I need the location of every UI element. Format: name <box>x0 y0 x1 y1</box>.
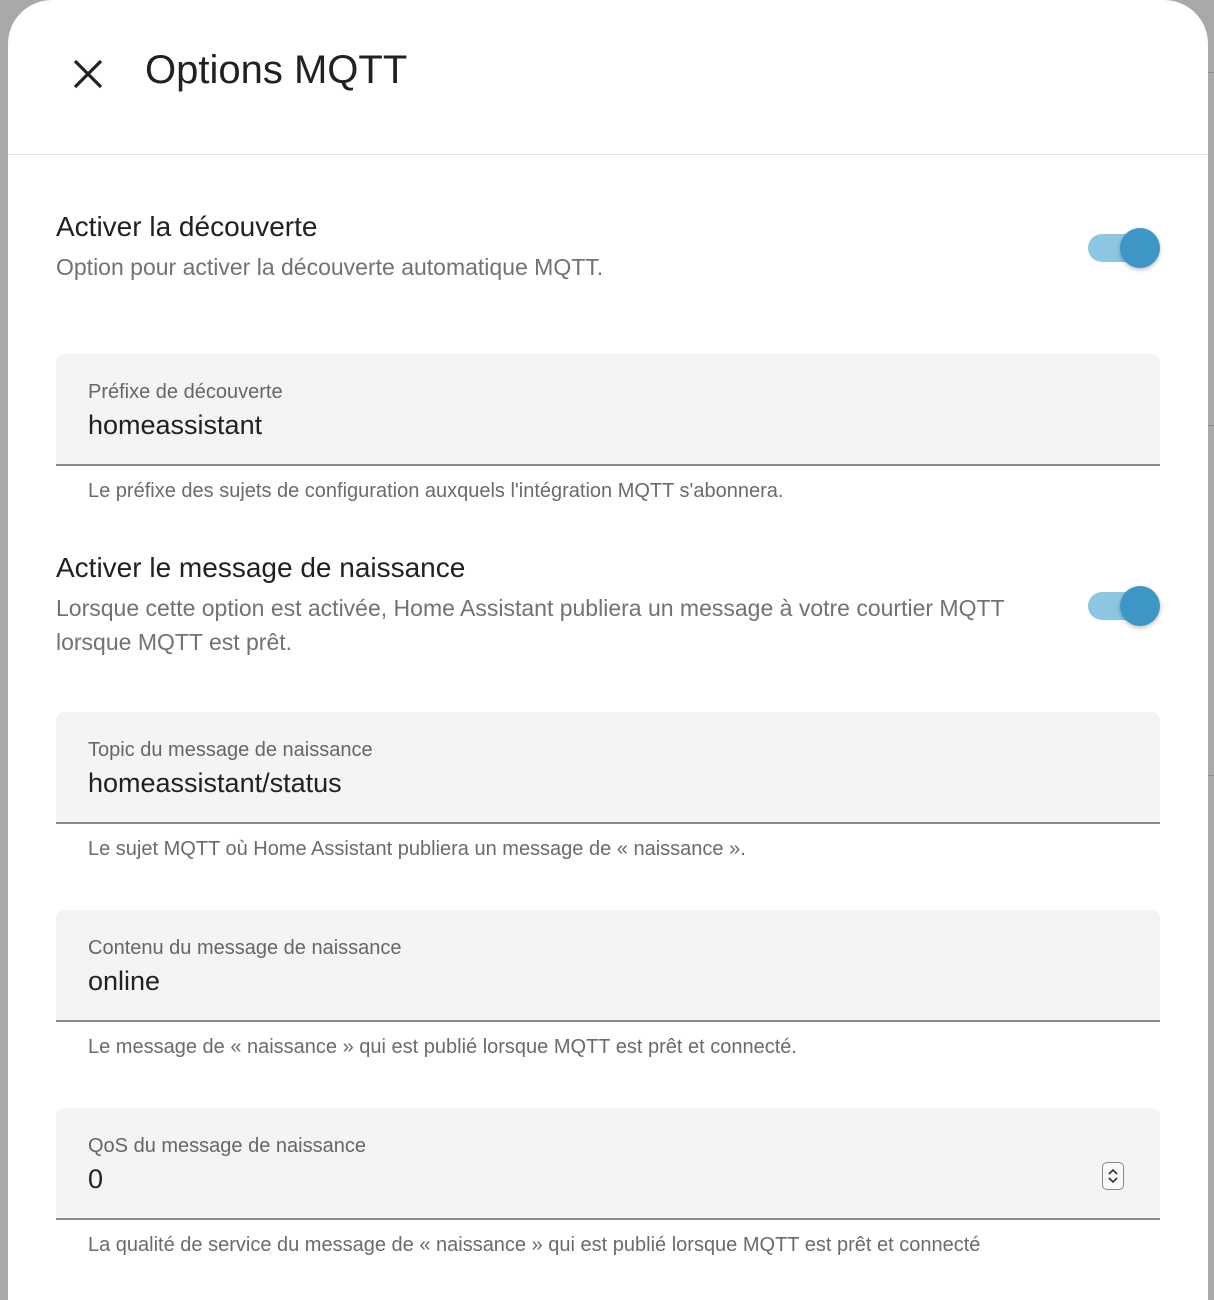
qos-stepper[interactable] <box>1102 1162 1124 1190</box>
birth-message-toggle-row <box>56 551 1160 659</box>
birth-qos-field[interactable] <box>56 1108 1160 1220</box>
discovery-prefix-helper: Le préfixe des sujets de configuration auxquels l'intégration MQTT s'abonnera. <box>88 480 784 502</box>
discovery-prefix-input[interactable] <box>88 408 988 442</box>
birth-message-title: Activer le message de naissance <box>56 552 466 583</box>
discovery-description: Option pour activer la découverte automatique MQTT. <box>56 254 604 280</box>
birth-payload-label: Contenu du message de naissance <box>88 937 402 959</box>
birth-message-switch[interactable] <box>1088 585 1160 625</box>
birth-topic-field[interactable] <box>56 712 1160 824</box>
birth-qos-helper: La qualité de service du message de « naissance » qui est publié lorsque MQTT est prêt et connecté <box>88 1234 981 1256</box>
switch-thumb <box>1120 228 1160 268</box>
discovery-prefix-field[interactable] <box>56 354 1160 466</box>
birth-topic-label: Topic du message de naissance <box>88 739 373 761</box>
switch-thumb <box>1120 586 1160 626</box>
birth-payload-field[interactable] <box>56 910 1160 1022</box>
birth-topic-input[interactable] <box>88 766 988 800</box>
discovery-switch[interactable] <box>1088 227 1160 267</box>
birth-message-text <box>56 551 1088 659</box>
discovery-prefix-label: Préfixe de découverte <box>88 381 283 403</box>
close-icon <box>72 58 104 90</box>
dialog-title: Options MQTT <box>145 48 408 92</box>
discovery-toggle-row <box>56 210 1160 284</box>
discovery-title: Activer la découverte <box>56 211 318 242</box>
stepper-arrows-icon <box>1107 1166 1119 1186</box>
birth-topic-helper: Le sujet MQTT où Home Assistant publiera un message de « naissance ». <box>88 838 746 860</box>
birth-message-description: Lorsque cette option est activée, Home Assistant publiera un message à votre courtier MQTT lorsque MQTT est prêt. <box>56 595 1005 655</box>
birth-payload-input[interactable] <box>88 964 988 998</box>
birth-payload-helper: Le message de « naissance » qui est publié lorsque MQTT est prêt et connecté. <box>88 1036 797 1058</box>
mqtt-options-dialog <box>8 0 1208 1300</box>
dialog-header <box>8 0 1208 155</box>
close-button[interactable] <box>60 46 116 102</box>
birth-qos-input[interactable] <box>88 1162 888 1196</box>
discovery-text <box>56 210 1088 284</box>
birth-qos-label: QoS du message de naissance <box>88 1135 366 1157</box>
